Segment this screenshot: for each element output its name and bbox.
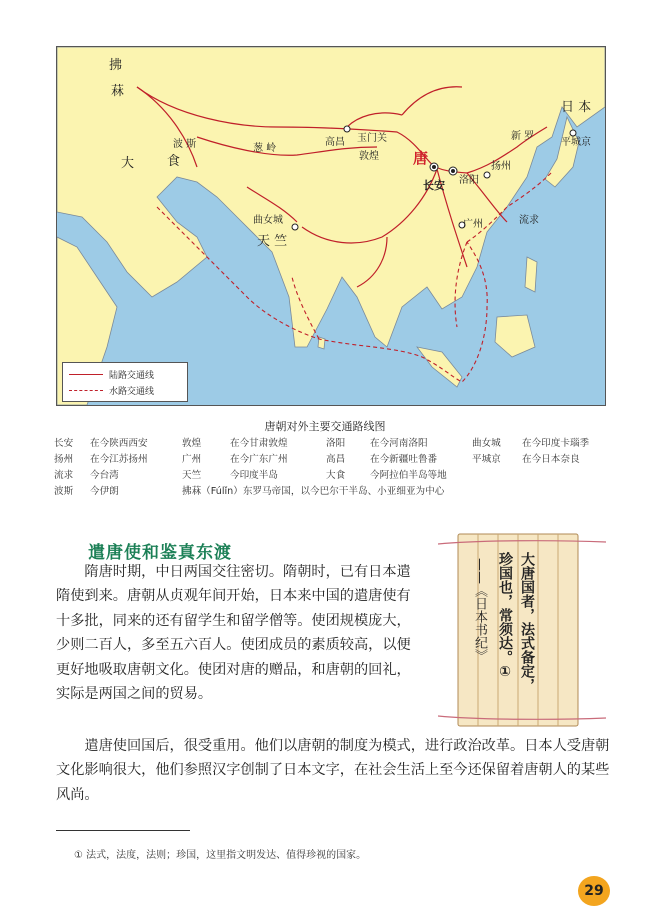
note-row — [54, 452, 614, 468]
note-desc: 在今新疆吐鲁番 — [370, 454, 438, 465]
map-label-gaochang: 高昌 — [325, 137, 345, 148]
note-desc: 在今陕西西安 — [90, 438, 148, 449]
map-label-dashi1: 大 — [121, 156, 135, 171]
tang-trade-routes-map — [56, 46, 606, 406]
page-number-badge — [578, 876, 610, 906]
map-caption: 唐朝对外主要交通路线图 — [264, 420, 386, 433]
map-label-congling: 葱 岭 — [253, 143, 277, 154]
note-desc: 在今日本奈良 — [522, 454, 580, 465]
note-row — [54, 484, 614, 500]
map-label-dashi2: 食 — [167, 154, 181, 169]
note-row — [54, 436, 614, 452]
page-number: 29 — [584, 883, 604, 899]
map-label-quniucheng: 曲女城 — [253, 215, 283, 226]
paragraph-text: 隋唐时期，中日两国交往密切。隋朝时，已有日本遣隋使到来。唐朝从贞观年间开始，日本来中国的遣唐使有十多批，同来的还有留学生和留学僧等。使团规模庞大，少则二百人，多至五六百人。使团成员的素质较高，以便更好地吸取唐朝文化。使团对唐的赠品，和唐朝的回礼，实际是两国之间的贸易。 — [56, 564, 411, 703]
legend-land-label: 陆路交通线 — [109, 370, 155, 381]
note-place: 洛阳 — [326, 438, 346, 449]
place-name-notes — [54, 436, 614, 500]
scroll-quote-text: 大唐国者，法式备定，珍国也，常须达。① — [497, 552, 535, 692]
map-label-yangzhou: 扬州 — [491, 161, 511, 172]
bamboo-scroll-quote — [438, 530, 606, 730]
note-place: 广州 — [182, 454, 202, 465]
note-desc: 今伊朗 — [90, 486, 119, 497]
landmass-sumatra — [417, 347, 462, 387]
map-label-tianzhu: 天 竺 — [257, 234, 288, 249]
map-label-changan: 长安 — [423, 179, 445, 192]
footnote-divider — [56, 830, 190, 831]
map-label-luoyang: 洛阳 — [459, 175, 479, 186]
map-label-yumenguan: 玉门关 — [357, 133, 387, 144]
map-label-fulin2: 菻 — [111, 84, 125, 99]
landmass-philippines — [525, 257, 537, 292]
note-desc: 今台湾 — [90, 470, 119, 481]
note-place: 曲女城 — [472, 438, 501, 449]
note-desc: 在今广东广州 — [230, 454, 288, 465]
note-place: 扬州 — [54, 454, 74, 465]
note-place: 平城京 — [472, 454, 501, 465]
section-title: 遣唐使和鉴真东渡 — [88, 543, 232, 563]
map-label-fulin: 拂 — [109, 58, 123, 73]
paragraph-text: 遣唐使回国后，很受重用。他们以唐朝的制度为模式，进行政治改革。日本人受唐朝文化影响很大，他们参照汉字创制了日本文字，在社会生活上至今还保留着唐朝人的某些风尚。 — [56, 738, 610, 803]
note-place: 大食 — [326, 470, 346, 481]
map-legend — [62, 362, 188, 402]
landmass-eurasia — [57, 47, 605, 347]
map-label-riben: 日 本 — [561, 100, 592, 115]
legend-sea-route — [69, 383, 154, 397]
map-label-bosi: 波 斯 — [173, 139, 197, 150]
map-label-liuqiu: 流求 — [519, 215, 539, 226]
note-place: 高昌 — [326, 454, 346, 465]
note-desc: 在今河南洛阳 — [370, 438, 428, 449]
note-desc: 在今江苏扬州 — [90, 454, 148, 465]
map-label-pingchengjing: 平城京 — [561, 137, 591, 148]
legend-sea-swatch — [69, 390, 103, 391]
map-label-guangzhou: 广州 — [463, 219, 483, 230]
paragraph-envoys — [56, 560, 418, 706]
scroll-source-text: ——《日本书纪》 — [472, 558, 487, 662]
note-desc: 今阿拉伯半岛等地 — [370, 470, 447, 481]
note-place: 波斯 — [54, 486, 74, 497]
legend-sea-label: 水路交通线 — [109, 386, 155, 397]
note-desc: 拂菻（Fúlǐn）东罗马帝国，以今巴尔干半岛、小亚细亚为中心 — [182, 486, 445, 497]
paragraph-return — [56, 734, 612, 807]
map-label-xinluo: 新 罗 — [511, 131, 535, 142]
map-canvas — [57, 47, 605, 405]
note-desc: 在今甘肃敦煌 — [230, 438, 288, 449]
landmass-borneo — [495, 315, 535, 357]
note-desc: 今印度半岛 — [230, 470, 278, 481]
note-place: 天竺 — [182, 470, 202, 481]
note-desc: 在今印度卡瑙季 — [522, 438, 590, 449]
note-place: 长安 — [54, 438, 74, 449]
legend-land-route — [69, 367, 154, 381]
note-row — [54, 468, 614, 484]
note-place: 敦煌 — [182, 438, 202, 449]
note-place: 流求 — [54, 470, 74, 481]
footnote: ① 法式，法度，法则；珍国，这里指文明发达、值得珍视的国家。 — [74, 850, 367, 861]
map-label-dunhuang: 敦煌 — [359, 151, 379, 162]
legend-land-swatch — [69, 374, 103, 375]
map-label-tang: 唐 — [413, 149, 429, 167]
